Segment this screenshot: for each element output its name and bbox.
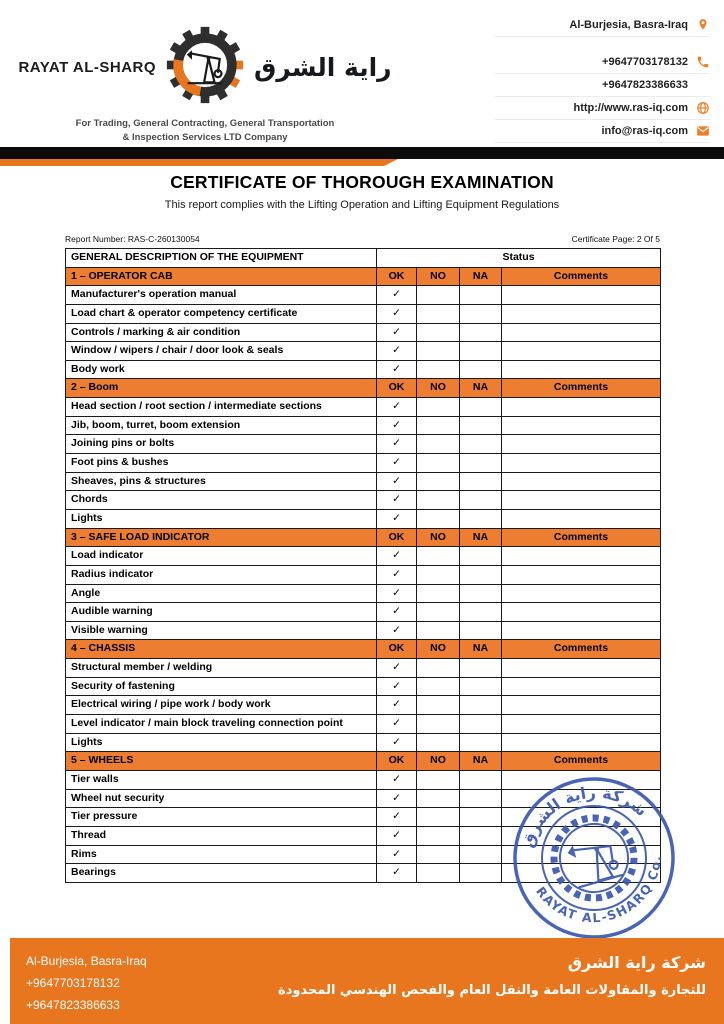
na-cell (460, 472, 502, 491)
item-label: Rims (66, 845, 377, 864)
item-label: Tier pressure (66, 808, 377, 827)
stamp-arabic-text: شركة راية الشرق (517, 782, 651, 850)
status-column-label: NA (460, 752, 502, 771)
section-header-row (66, 752, 661, 771)
ok-cell: ✓ (377, 454, 417, 473)
na-cell (460, 789, 502, 808)
ok-cell: ✓ (377, 547, 417, 566)
status-column-label: Comments (502, 528, 661, 547)
phone-icon (696, 55, 710, 69)
no-cell (417, 342, 460, 361)
equipment-item-row (66, 808, 661, 827)
comments-cell (502, 808, 661, 827)
na-cell (460, 435, 502, 454)
status-column-label: Comments (502, 752, 661, 771)
page-title: CERTIFICATE OF THOROUGH EXAMINATION (170, 172, 554, 192)
section-title: 5 – WHEELS (66, 752, 377, 771)
na-cell (460, 584, 502, 603)
header-divider-bar (0, 147, 724, 159)
ok-cell: ✓ (377, 304, 417, 323)
no-cell (417, 808, 460, 827)
header-divider-accent (0, 159, 398, 166)
comments-cell (502, 715, 661, 734)
equipment-item-row (66, 416, 661, 435)
section-title: 3 – SAFE LOAD INDICATOR (66, 528, 377, 547)
equipment-item-row (66, 845, 661, 864)
company-tagline: For Trading, General Contracting, General Transportation & Inspection Services LTD Company (75, 118, 335, 143)
status-column-label: OK (377, 528, 417, 547)
comments-cell (502, 659, 661, 678)
equipment-item-row (66, 584, 661, 603)
page-subtitle: This report complies with the Lifting Operation and Lifting Equipment Regulations (164, 199, 560, 211)
na-cell (460, 416, 502, 435)
section-title: 1 – OPERATOR CAB (66, 267, 377, 286)
email-icon (696, 124, 710, 138)
item-label: Body work (66, 360, 377, 379)
item-label: Head section / root section / intermediate sections (66, 398, 377, 417)
footer-description-arabic: للتجارة والمقاولات العامة والنقل العام والفحص الهندسي المحدودة (278, 983, 706, 998)
status-column-label: NO (417, 528, 460, 547)
contact-phone-1: +9647703178132 (495, 51, 710, 74)
no-cell (417, 491, 460, 510)
comments-cell (502, 472, 661, 491)
footer-bar (10, 938, 724, 1024)
item-label: Visible warning (66, 621, 377, 640)
item-label: Controls / marking & air condition (66, 323, 377, 342)
status-header: Status (377, 249, 661, 268)
equipment-item-row (66, 770, 661, 789)
ok-cell: ✓ (377, 770, 417, 789)
equipment-item-row (66, 398, 661, 417)
item-label: Window / wipers / chair / door look & seals (66, 342, 377, 361)
equipment-item-row (66, 286, 661, 305)
na-cell (460, 509, 502, 528)
no-cell (417, 547, 460, 566)
comments-cell (502, 416, 661, 435)
report-meta (65, 234, 660, 244)
comments-cell (502, 696, 661, 715)
no-cell (417, 603, 460, 622)
na-cell (460, 565, 502, 584)
item-label: Level indicator / main block traveling connection point (66, 715, 377, 734)
status-column-label: NO (417, 640, 460, 659)
comments-cell (502, 509, 661, 528)
comments-cell (502, 323, 661, 342)
footer-contact-lines (26, 950, 147, 1016)
item-label: Joining pins or bolts (66, 435, 377, 454)
comments-cell (502, 360, 661, 379)
footer-phone-1: +9647703178132 (26, 976, 120, 990)
item-label: Manufacturer's operation manual (66, 286, 377, 305)
status-column-label: OK (377, 640, 417, 659)
no-cell (417, 696, 460, 715)
item-label: Bearings (66, 864, 377, 883)
ok-cell: ✓ (377, 715, 417, 734)
na-cell (460, 677, 502, 696)
ok-cell: ✓ (377, 584, 417, 603)
comments-cell (502, 864, 661, 883)
contact-phone-2: +9647823386633 (495, 74, 710, 97)
comments-cell (502, 286, 661, 305)
equipment-item-row (66, 323, 661, 342)
na-cell (460, 360, 502, 379)
ok-cell: ✓ (377, 733, 417, 752)
ok-cell: ✓ (377, 808, 417, 827)
section-header-row (66, 640, 661, 659)
contact-address: Al-Burjesia, Basra-Iraq (495, 14, 710, 37)
na-cell (460, 715, 502, 734)
no-cell (417, 509, 460, 528)
equipment-item-row (66, 547, 661, 566)
item-label: Electrical wiring / pipe work / body work (66, 696, 377, 715)
ok-cell: ✓ (377, 286, 417, 305)
ok-cell: ✓ (377, 323, 417, 342)
ok-cell: ✓ (377, 864, 417, 883)
comments-cell (502, 733, 661, 752)
gear-pumpjack-logo-icon (166, 26, 244, 109)
no-cell (417, 845, 460, 864)
no-cell (417, 584, 460, 603)
ok-cell: ✓ (377, 621, 417, 640)
na-cell (460, 603, 502, 622)
table-header-row (66, 249, 661, 268)
certificate-page-number: Certificate Page: 2 Of 5 (571, 234, 660, 244)
no-cell (417, 864, 460, 883)
ok-cell: ✓ (377, 509, 417, 528)
no-cell (417, 621, 460, 640)
ok-cell: ✓ (377, 845, 417, 864)
na-cell (460, 845, 502, 864)
no-cell (417, 304, 460, 323)
contact-website: http://www.ras-iq.com (495, 97, 710, 120)
status-column-label: OK (377, 267, 417, 286)
report-number: Report Number: RAS-C-260130054 (65, 234, 200, 244)
ok-cell: ✓ (377, 677, 417, 696)
status-column-label: NO (417, 267, 460, 286)
status-column-label: NA (460, 267, 502, 286)
equipment-item-row (66, 659, 661, 678)
na-cell (460, 826, 502, 845)
comments-cell (502, 342, 661, 361)
na-cell (460, 547, 502, 566)
comments-cell (502, 789, 661, 808)
item-label: Structural member / welding (66, 659, 377, 678)
na-cell (460, 304, 502, 323)
no-cell (417, 826, 460, 845)
item-label: Radius indicator (66, 565, 377, 584)
contact-email: info@ras-iq.com (495, 120, 710, 143)
na-cell (460, 808, 502, 827)
item-label: Chords (66, 491, 377, 510)
comments-cell (502, 565, 661, 584)
equipment-item-row (66, 509, 661, 528)
na-cell (460, 659, 502, 678)
equipment-item-row (66, 472, 661, 491)
ok-cell: ✓ (377, 435, 417, 454)
ok-cell: ✓ (377, 826, 417, 845)
comments-cell (502, 770, 661, 789)
equipment-item-row (66, 454, 661, 473)
item-label: Load chart & operator competency certificate (66, 304, 377, 323)
no-cell (417, 789, 460, 808)
item-label: Sheaves, pins & structures (66, 472, 377, 491)
comments-cell (502, 491, 661, 510)
status-column-label: Comments (502, 267, 661, 286)
equipment-item-row (66, 733, 661, 752)
equipment-table-wrap (65, 248, 660, 883)
comments-cell (502, 398, 661, 417)
comments-cell (502, 826, 661, 845)
equipment-item-row (66, 304, 661, 323)
item-label: Lights (66, 509, 377, 528)
status-column-label: OK (377, 752, 417, 771)
section-header-row (66, 528, 661, 547)
equipment-item-row (66, 864, 661, 883)
equipment-item-row (66, 565, 661, 584)
ok-cell: ✓ (377, 789, 417, 808)
ok-cell: ✓ (377, 398, 417, 417)
no-cell (417, 360, 460, 379)
ok-cell: ✓ (377, 659, 417, 678)
footer-arabic-block (278, 948, 706, 1004)
na-cell (460, 342, 502, 361)
footer-company-arabic: شركة راية الشرق (567, 953, 706, 972)
no-cell (417, 733, 460, 752)
comments-cell (502, 603, 661, 622)
item-label: Angle (66, 584, 377, 603)
section-header-row (66, 379, 661, 398)
blank-icon-space (696, 78, 710, 92)
no-cell (417, 435, 460, 454)
equipment-table-body (66, 249, 661, 883)
company-name-arabic: راية الشرق (254, 53, 392, 82)
na-cell (460, 286, 502, 305)
item-label: Thread (66, 826, 377, 845)
item-label: Security of fastening (66, 677, 377, 696)
equipment-item-row (66, 715, 661, 734)
footer-phone-2: +9647823386633 (26, 998, 120, 1012)
status-column-label: Comments (502, 379, 661, 398)
na-cell (460, 770, 502, 789)
comments-cell (502, 621, 661, 640)
ok-cell: ✓ (377, 360, 417, 379)
na-cell (460, 323, 502, 342)
item-label: Tier walls (66, 770, 377, 789)
no-cell (417, 677, 460, 696)
no-cell (417, 659, 460, 678)
comments-cell (502, 584, 661, 603)
stamp-english-text: RAYAT AL-SHARQ Co. (533, 854, 664, 926)
na-cell (460, 398, 502, 417)
equipment-item-row (66, 435, 661, 454)
no-cell (417, 286, 460, 305)
globe-icon (696, 101, 710, 115)
ok-cell: ✓ (377, 491, 417, 510)
ok-cell: ✓ (377, 342, 417, 361)
section-title: 4 – CHASSIS (66, 640, 377, 659)
item-label: Wheel nut security (66, 789, 377, 808)
equipment-item-row (66, 360, 661, 379)
section-header-row (66, 267, 661, 286)
footer-address: Al-Burjesia, Basra-Iraq (26, 954, 147, 968)
equipment-item-row (66, 826, 661, 845)
contact-info-block (495, 14, 710, 143)
location-icon (696, 18, 710, 32)
equipment-item-row (66, 789, 661, 808)
equipment-item-row (66, 491, 661, 510)
equipment-item-row (66, 677, 661, 696)
ok-cell: ✓ (377, 603, 417, 622)
item-label: Jib, boom, turret, boom extension (66, 416, 377, 435)
status-column-label: OK (377, 379, 417, 398)
equipment-item-row (66, 621, 661, 640)
no-cell (417, 565, 460, 584)
company-name-english: RAYAT AL-SHARQ (18, 59, 157, 76)
comments-cell (502, 677, 661, 696)
ok-cell: ✓ (377, 696, 417, 715)
item-label: Audible warning (66, 603, 377, 622)
ok-cell: ✓ (377, 472, 417, 491)
ok-cell: ✓ (377, 416, 417, 435)
comments-cell (502, 304, 661, 323)
equipment-item-row (66, 696, 661, 715)
na-cell (460, 864, 502, 883)
company-logo (18, 26, 392, 145)
na-cell (460, 491, 502, 510)
no-cell (417, 454, 460, 473)
equipment-item-row (66, 342, 661, 361)
na-cell (460, 696, 502, 715)
no-cell (417, 323, 460, 342)
ok-cell: ✓ (377, 565, 417, 584)
comments-cell (502, 845, 661, 864)
status-column-label: NO (417, 379, 460, 398)
status-column-label: NA (460, 379, 502, 398)
no-cell (417, 472, 460, 491)
na-cell (460, 454, 502, 473)
status-column-label: NA (460, 528, 502, 547)
equipment-table (65, 248, 661, 883)
item-label: Load indicator (66, 547, 377, 566)
no-cell (417, 398, 460, 417)
na-cell (460, 733, 502, 752)
status-column-label: Comments (502, 640, 661, 659)
comments-cell (502, 435, 661, 454)
status-column-label: NA (460, 640, 502, 659)
no-cell (417, 770, 460, 789)
item-label: Foot pins & bushes (66, 454, 377, 473)
description-header: GENERAL DESCRIPTION OF THE EQUIPMENT (66, 249, 377, 268)
comments-cell (502, 454, 661, 473)
section-title: 2 – Boom (66, 379, 377, 398)
item-label: Lights (66, 733, 377, 752)
status-column-label: NO (417, 752, 460, 771)
comments-cell (502, 547, 661, 566)
no-cell (417, 715, 460, 734)
equipment-item-row (66, 603, 661, 622)
na-cell (460, 621, 502, 640)
no-cell (417, 416, 460, 435)
